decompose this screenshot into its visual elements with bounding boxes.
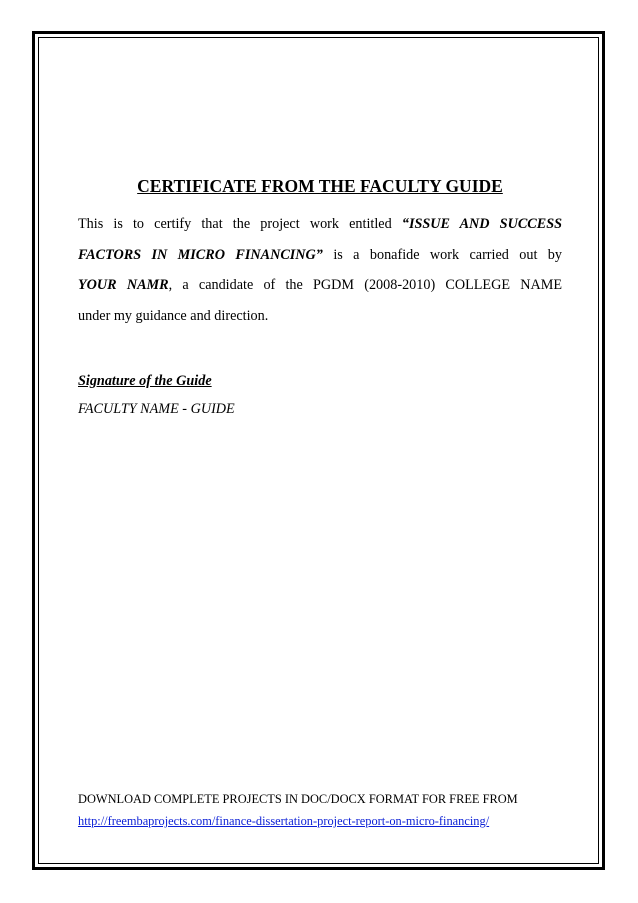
page-border-inner [38,37,599,864]
body-line-3-text: , a candidate of the PGDM (2008-2010) COLLEGE NAME [168,277,562,293]
certificate-body [78,209,562,331]
download-link[interactable]: http://freembaprojects.com/finance-dissertation-project-report-on-micro-financing/ [78,814,490,828]
body-line-1-text: This is to certify that the project work entitled [78,216,402,232]
candidate-name: YOUR NAMR [78,277,169,293]
body-line-1 [78,209,562,240]
body-line-2-text: is a bonafide work carried out by [322,246,562,263]
body-line-4: under my guidance and direction. [78,307,269,324]
body-line-3 [78,270,562,301]
download-notice: DOWNLOAD COMPLETE PROJECTS IN DOC/DOCX FORMAT FOR FREE FROM [78,792,518,806]
guide-name: FACULTY NAME - GUIDE [78,401,235,417]
body-line-2 [78,240,562,271]
project-title-part-1: “ISSUE AND SUCCESS [401,216,562,232]
certificate-title: CERTIFICATE FROM THE FACULTY GUIDE [137,176,503,196]
signature-label: Signature of the Guide [78,373,212,389]
project-title-part-2: FACTORS IN MICRO FINANCING” [78,246,323,263]
